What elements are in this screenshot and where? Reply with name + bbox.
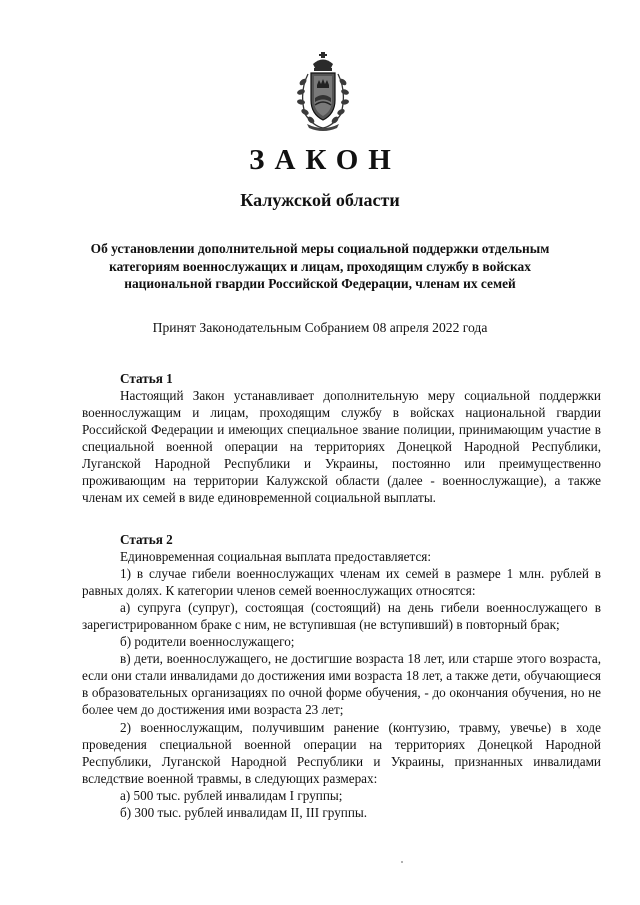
article-1-section bbox=[82, 370, 601, 506]
article-2-heading: Статья 2 bbox=[120, 532, 173, 547]
article-2-section bbox=[82, 531, 601, 821]
document-title: ЗАКОН bbox=[249, 144, 401, 176]
article-1-paragraph: Настоящий Закон устанавливает дополнительную меру социальной поддержки военнослужащим и лицам, проходящим службу в войсках национальной гвардии Российской Федерации и имеющих специальное звание полиции, принимающим участие в специальной военной операции на территориях Донецкой Народной Республики, Луганской Народной Республики и Украины, постоянно или преимущественно проживающим на территории Калужской области (далее - военнослужащие), а также членам их семей в виде единовременной социальной выплаты. bbox=[82, 388, 601, 506]
article-2-paragraph: б) 300 тыс. рублей инвалидам II, III группы. bbox=[120, 804, 368, 820]
scan-speck bbox=[401, 861, 403, 863]
article-2-paragraph: а) супруга (супруг), состоящая (состоящий) на день гибели военнослужащего в зарегистрированном браке с ним, не вступившая (не вступивший) в повторный брак; bbox=[82, 600, 601, 633]
region-subtitle: Калужской области bbox=[240, 190, 400, 210]
article-2-paragraph: а) 500 тыс. рублей инвалидам I группы; bbox=[120, 787, 343, 803]
article-2-paragraph: 1) в случае гибели военнослужащих членам их семей в размере 1 млн. рублей в равных долях. К категории членов семей военнослужащих относятся: bbox=[82, 566, 601, 599]
article-2-paragraph: б) родители военнослужащего; bbox=[120, 634, 295, 650]
law-name-heading: Об установлении дополнительной меры социальной поддержки отдельным категориям военнослужащих и лицам, проходящим службу в войсках национальной гвардии Российской Федерации, членам их семей bbox=[90, 241, 550, 291]
adoption-date-line: Принят Законодательным Собранием 08 апреля 2022 года bbox=[152, 320, 488, 335]
article-2-paragraph: Единовременная социальная выплата предоставляется: bbox=[120, 549, 432, 565]
article-2-paragraph: 2) военнослужащим, получившим ранение (контузию, травму, увечье) в ходе проведения специальной военной операции на территориях Донецкой Народной Республики, Луганской Народной Республики и Украины, признанных инвалидами вследствие военной травмы, в следующих размерах: bbox=[82, 719, 601, 786]
coat-of-arms-emblem bbox=[293, 52, 353, 132]
article-2-paragraph: в) дети, военнослужащего, не достигшие возраста 18 лет, или старше этого возраста, если они стали инвалидами до достижения ими возраста 18 лет, а также дети, обучающиеся в образовательных организациях по очной форме обучения, - до окончания обучения, но не более чем до достижения ими возраста 23 лет; bbox=[82, 651, 601, 718]
article-1-heading: Статья 1 bbox=[120, 371, 173, 386]
